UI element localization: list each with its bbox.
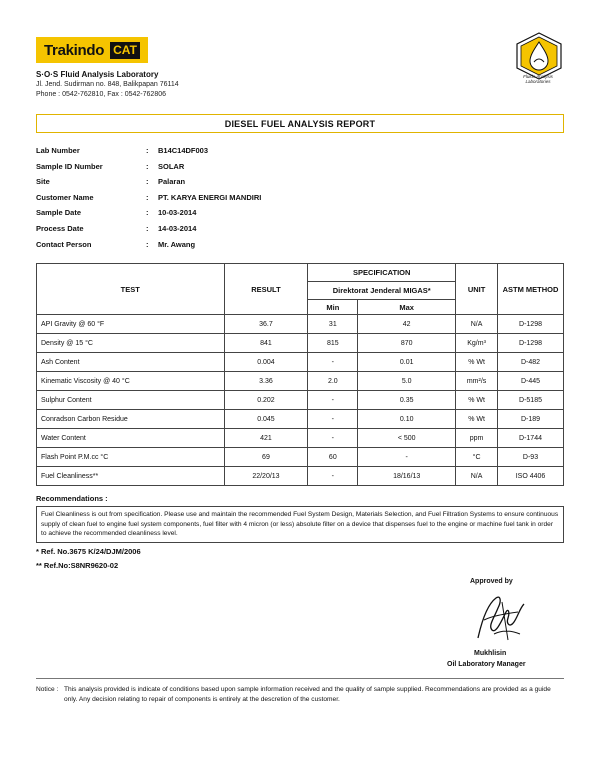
info-row-sample-date: Sample Date : 10-03-2014: [36, 208, 261, 224]
info-row-lab-number: Lab Number : B14C14DF003: [36, 146, 261, 162]
seal-caption: Fluids Analysis Laboratories: [523, 74, 553, 84]
info-label: Contact Person: [36, 239, 92, 249]
signatory-name: Mukhlisin: [474, 650, 507, 657]
lab-name: S·O·S Fluid Analysis Laboratory: [36, 70, 159, 79]
info-row-contact: Contact Person : Mr. Awang: [36, 240, 261, 256]
table-row: Sulphur Content 0.202 - 0.35 % Wt D-5185: [37, 391, 564, 410]
col-result-header: RESULT: [224, 264, 308, 315]
info-row-customer: Customer Name : PT. KARYA ENERGI MANDIRI: [36, 193, 261, 209]
table-row: Conradson Carbon Residue 0.045 - 0.10 % Wt D-189: [37, 410, 564, 429]
info-row-site: Site : Palaran: [36, 177, 261, 193]
col-spec-header: SPECIFICATION: [308, 264, 456, 282]
info-label: Sample Date: [36, 208, 82, 218]
col-spec-sub-header: Direktorat Jenderal MIGAS*: [308, 282, 456, 300]
info-row-process-date: Process Date : 14-03-2014: [36, 224, 261, 240]
notice: [36, 685, 564, 704]
info-value: B14C14DF003: [158, 146, 209, 155]
info-label: Sample ID Number: [36, 161, 103, 171]
lab-phone: Phone : 0542-762810, Fax : 0542-762806: [36, 91, 166, 98]
info-value: 10-03-2014: [158, 208, 197, 218]
signature-icon: [458, 590, 538, 646]
brand-name: Trakindo: [44, 41, 105, 59]
recommendations-heading: Recommendations :: [36, 494, 108, 503]
report-title: DIESEL FUEL ANALYSIS REPORT: [36, 114, 564, 133]
recommendations-text: Fuel Cleanliness is out from specification. Please use and maintain the recommended Fuel System Design, Materials Selection, and Fuel Filtration Systems to ensure continuous supply of clean fuel to engine fuel system components, fuel filter with 4 micron (or less) absolute filter on a device that dispenses fuel to the engine or machine fuel tank in order to achieve the recommended cleanliness level.: [36, 506, 564, 543]
info-value: Palaran: [158, 177, 186, 187]
info-label: Process Date: [36, 223, 84, 233]
signatory-title: Oil Laboratory Manager: [447, 661, 526, 668]
table-row: API Gravity @ 60 °F 36.7 31 42 N/A D-1298: [37, 315, 564, 334]
table-row: Water Content 421 - < 500 ppm D-1744: [37, 429, 564, 448]
sample-info: [36, 146, 261, 255]
trakindo-cat-logo: [36, 37, 148, 63]
col-max-header: Max: [358, 300, 456, 315]
notice-text: This analysis provided is indicate of conditions based upon sample information received and the quality of sample supplied. Recommendations are provided as a guide only. Any decision relating to repair of components is entirely at the descretion of the customer.: [64, 686, 551, 703]
table-row: Flash Point P.M.cc °C 69 60 - °C D-93: [37, 448, 564, 467]
table-row: Kinematic Viscosity @ 40 °C 3.36 2.0 5.0 mm²/s D-445: [37, 372, 564, 391]
info-value: Mr. Awang: [158, 239, 196, 249]
reference-1: * Ref. No.3675 K/24/DJM/2006: [36, 547, 141, 556]
table-row: Fuel Cleanliness** 22/20/13 - 18/16/13 N/A ISO 4406: [37, 467, 564, 486]
cat-badge: CAT: [110, 42, 140, 59]
reference-2: ** Ref.No:S8NR9620-02: [36, 561, 119, 570]
col-unit-header: UNIT: [456, 264, 498, 315]
col-min-header: Min: [308, 300, 358, 315]
footer-divider: [36, 678, 564, 679]
approved-by-label: Approved by: [470, 578, 513, 585]
info-value: SOLAR: [158, 161, 185, 171]
table-row: Ash Content 0.004 - 0.01 % Wt D-482: [37, 353, 564, 372]
table-row: Density @ 15 °C 841 815 870 Kg/m³ D-1298: [37, 334, 564, 353]
info-label: Lab Number: [36, 146, 80, 155]
info-row-sample-id: Sample ID Number : SOLAR: [36, 162, 261, 178]
results-table: [36, 263, 564, 486]
info-value: 14-03-2014: [158, 223, 197, 233]
lab-address: Jl. Jend. Sudirman no. 848, Balikpapan 76114: [36, 81, 179, 88]
col-test-header: TEST: [37, 264, 225, 315]
col-astm-header: ASTM METHOD: [498, 264, 564, 315]
info-label: Site: [36, 177, 50, 187]
notice-label: Notice :: [36, 686, 59, 693]
info-label: Customer Name: [36, 192, 94, 202]
info-value: PT. KARYA ENERGI MANDIRI: [158, 192, 262, 202]
